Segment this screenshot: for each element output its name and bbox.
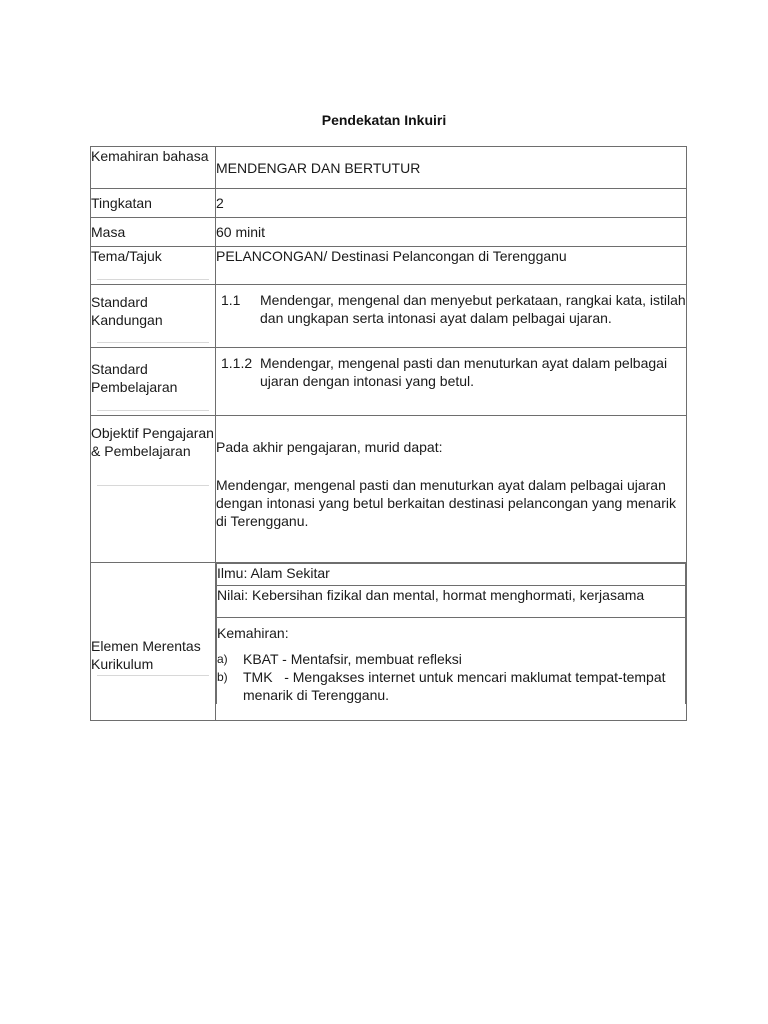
label-standard-pembelajaran: Standard Pembelajaran [91,348,216,416]
standard-kandungan-text: Mendengar, mengenal dan menyebut perkataan, rangkai kata, istilah dan ungkapan serta intonasi ayat dalam pelbagai ujaran. [260,292,686,326]
list-item [217,668,685,704]
divider-line [97,279,209,280]
row-elemen-merentas-kurikulum [91,563,687,721]
label-tingkatan: Tingkatan [91,189,216,218]
value-standard-kandungan [216,285,687,348]
divider-line [97,485,209,486]
objektif-intro: Pada akhir pengajaran, murid dapat: [216,439,443,455]
lesson-plan-table [90,146,687,721]
row-kemahiran-bahasa [91,147,687,189]
emk-ilmu: Ilmu: Alam Sekitar [217,564,686,586]
emk-nilai: Nilai: Kebersihan fizikal dan mental, hormat menghormati, kerjasama [217,586,686,618]
standard-pembelajaran-text: Mendengar, mengenal pasti dan menuturkan ayat dalam pelbagai ujaran dengan intonasi yang betul. [260,355,668,389]
label-emk: Elemen Merentas Kurikulum [91,563,216,721]
value-kemahiran-bahasa: MENDENGAR DAN BERTUTUR [216,147,687,189]
row-standard-kandungan [91,285,687,348]
label-tema: Tema/Tajuk [91,247,216,285]
row-objektif [91,416,687,563]
standard-kandungan-number: 1.1 [221,292,241,308]
list-text: TMK - Mengakses internet untuk mencari maklumat tempat-tempat menarik di Terengganu. [243,669,670,703]
emk-subtable [216,563,686,704]
label-standard-kandungan: Standard Kandungan [91,285,216,348]
divider-line [97,342,209,343]
value-emk [216,563,687,721]
row-standard-pembelajaran [91,348,687,416]
row-tema [91,247,687,285]
value-tingkatan: 2 [216,189,687,218]
list-marker: b) [217,670,228,684]
objektif-text: Mendengar, mengenal pasti dan menuturkan ayat dalam pelbagai ujaran dengan intonasi yang betul berkaitan destinasi pelancongan yang menarik di Terengganu. [216,477,676,529]
row-masa [91,218,687,247]
divider-line [97,410,209,411]
list-item [217,650,685,668]
list-text: KBAT - Mentafsir, membuat refleksi [243,651,462,667]
document-title: Pendekatan Inkuiri [321,112,447,128]
value-tema: PELANCONGAN/ Destinasi Pelancongan di Terengganu [216,247,687,285]
emk-kemahiran-heading: Kemahiran: [217,625,289,641]
label-kemahiran-bahasa: Kemahiran bahasa [91,147,216,189]
label-masa: Masa [91,218,216,247]
divider-line [97,675,209,676]
row-tingkatan [91,189,687,218]
emk-kemahiran [217,618,686,705]
label-objektif: Objektif Pengajaran & Pembelajaran [91,416,216,563]
value-objektif [216,416,687,563]
standard-pembelajaran-number: 1.1.2 [221,355,253,371]
value-standard-pembelajaran [216,348,687,416]
list-marker: a) [217,652,228,666]
value-masa: 60 minit [216,218,687,247]
